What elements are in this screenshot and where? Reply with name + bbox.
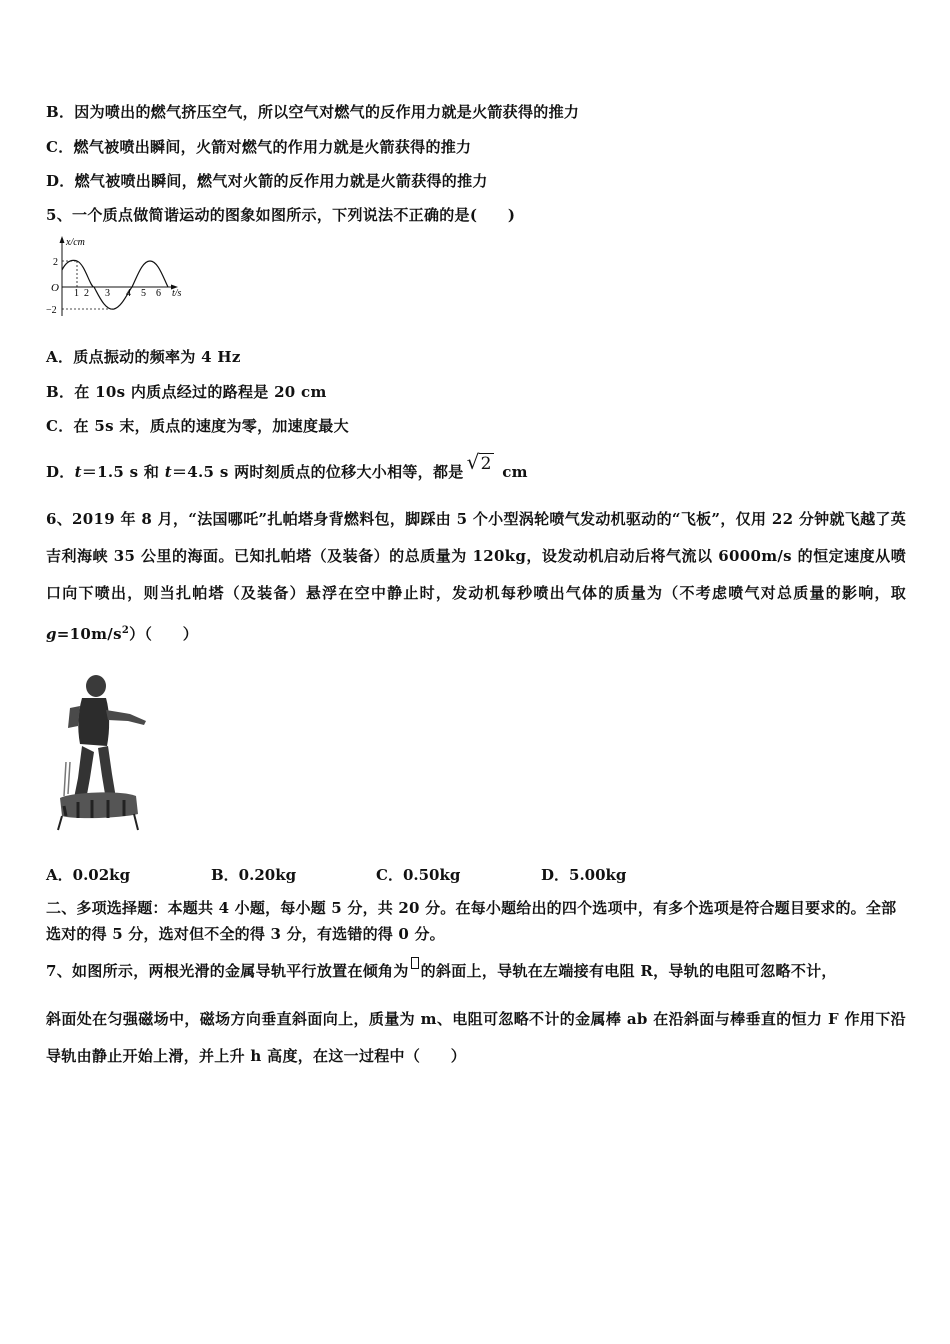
q4-option-c: C．燃气被喷出瞬间，火箭对燃气的作用力就是火箭获得的推力 xyxy=(46,138,472,156)
q5-d-prefix: D． xyxy=(46,463,75,481)
graph-ytick-neg2: −2 xyxy=(46,305,57,316)
graph-xtick-6: 6 xyxy=(156,288,161,299)
jetpack-flyboard-photo xyxy=(52,666,152,831)
q5-option-a: A．质点振动的频率为 4 Hz xyxy=(46,348,241,366)
q6-choice-b: B．0.20kg xyxy=(211,866,297,884)
q6-choice-c: C．0.50kg xyxy=(376,866,461,884)
graph-xtick-5: 5 xyxy=(141,288,146,299)
section-2-heading: 二、多项选择题：本题共 4 小题，每小题 5 分，共 20 分。在每小题给出的四个选项中，有多个选项是符合题目要求的。全部选对的得 5 分，选对但不全的得 3 分，有选错的得 0 分。 xyxy=(46,899,897,943)
q7-part1: 7、如图所示，两根光滑的金属导轨平行放置在倾角为 xyxy=(46,962,409,980)
q5-d-unit: cm xyxy=(496,463,528,481)
graph-origin: O xyxy=(51,282,59,294)
q5-option-b: B．在 10s 内质点经过的路程是 20 cm xyxy=(46,383,327,401)
sqrt-radicand: 2 xyxy=(480,454,492,474)
missing-symbol-icon xyxy=(411,957,419,969)
q6-stem-var: g xyxy=(46,625,57,643)
q5-d-var-t1: t xyxy=(74,463,82,481)
graph-ytick-2: 2 xyxy=(53,257,58,268)
q7-line-1 xyxy=(46,961,837,981)
q6-stem xyxy=(46,501,906,653)
graph-xtick-1: 1 xyxy=(74,288,79,299)
graph-xlabel: t/s xyxy=(172,288,182,299)
graph-xtick-2: 2 xyxy=(84,288,89,299)
graph-xtick-4: 4 xyxy=(126,288,131,299)
q4-option-b: B．因为喷出的燃气挤压空气，所以空气对燃气的反作用力就是火箭获得的推力 xyxy=(46,103,580,121)
q5-option-c: C．在 5s 末，质点的速度为零，加速度最大 xyxy=(46,417,349,435)
q5-d-mid1: ＝1.5 s 和 xyxy=(81,463,165,481)
q5-d-var-t2: t xyxy=(164,463,172,481)
radical-sign-icon: √ xyxy=(466,450,480,474)
q5-oscillation-graph xyxy=(44,232,194,322)
graph-ylabel: x/cm xyxy=(66,237,85,248)
q6-stem-sup: 2 xyxy=(121,625,130,636)
graph-xtick-3: 3 xyxy=(105,288,110,299)
sqrt-expression xyxy=(466,450,494,482)
q5-option-d xyxy=(46,450,528,482)
q6-choice-a: A．0.02kg xyxy=(46,866,131,884)
q7-stem-continued: 斜面处在匀强磁场中，磁场方向垂直斜面向上，质量为 m、电阻可忽略不计的金属棒 ab 在沿斜面与棒垂直的恒力 F 作用下沿导轨由静止开始上滑，并上升 h 高度，在这一过程中（ ） xyxy=(46,1010,906,1065)
graph-y-arrow xyxy=(60,236,65,243)
q6-stem-end: ）（ ） xyxy=(129,625,199,643)
q6-stem-main: 6、2019 年 8 月，“法国哪吒”扎帕塔身背燃料包，脚踩由 5 个小型涡轮喷气发动机驱动的“飞板”，仅用 22 分钟就飞越了英吉利海峡 35 公里的海面。已知扎帕塔（及装备）的总质量为 120kg，设发动机启动后将气流以 6000m/s 的恒定速度从喷口向下喷出，则当扎帕塔（及装备）悬浮在空中静止时，发动机每秒喷出气体的质量为（不考虑喷气对总质量的影响，取 xyxy=(46,510,906,602)
q5-d-mid2: ＝4.5 s 两时刻质点的位移大小相等，都是 xyxy=(172,463,464,481)
q6-choice-d: D．5.00kg xyxy=(541,866,627,884)
q6-stem-tail: =10m/s xyxy=(56,625,122,643)
graph-curve xyxy=(62,260,168,309)
q7-part2: 的斜面上，导轨在左端接有电阻 R，导轨的电阻可忽略不计， xyxy=(420,962,837,980)
q4-option-d: D．燃气被喷出瞬间，燃气对火箭的反作用力就是火箭获得的推力 xyxy=(46,172,488,190)
q5-stem: 5、一个质点做简谐运动的图象如图所示，下列说法不正确的是( ) xyxy=(46,206,516,224)
